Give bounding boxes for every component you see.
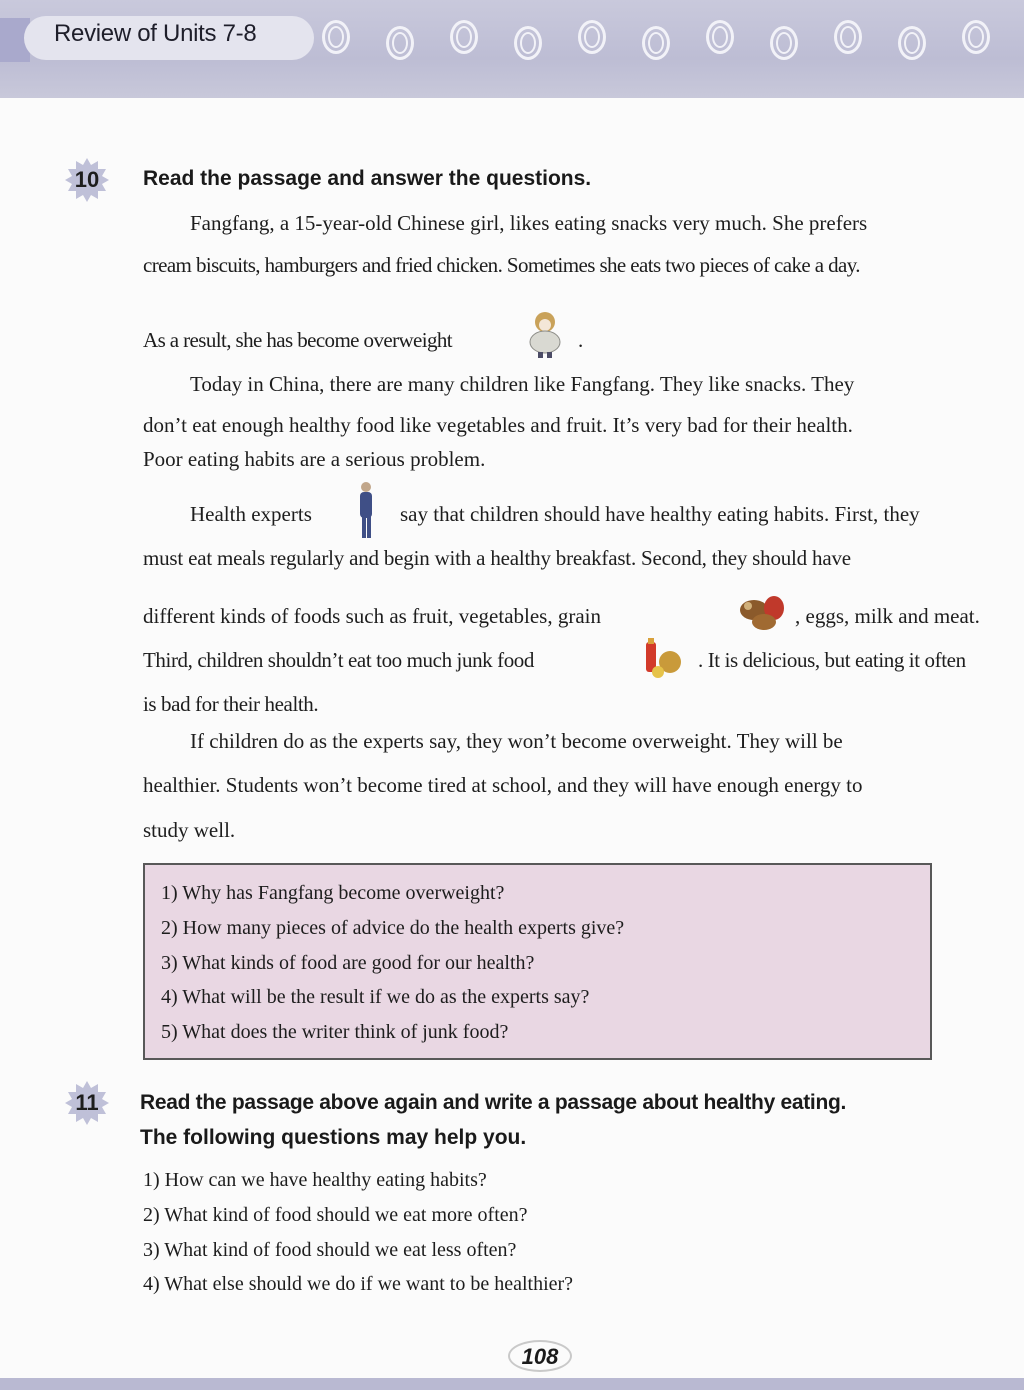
passage-line: healthier. Students won’t become tired at school, and they will have enough energy to (143, 773, 863, 797)
prompt-question: 4) What else should we do if we want to be healthier? (143, 1273, 574, 1295)
passage-line: say that children should have healthy eating habits. First, they (400, 502, 920, 526)
exercise-number: 10 (74, 167, 100, 192)
question-item: 5) What does the writer think of junk food? (161, 1021, 509, 1043)
question-item: 4) What will be the result if we do as the experts say? (161, 986, 590, 1008)
passage-line: If children do as the experts say, they won’t become overweight. They will be (190, 729, 843, 753)
page-number: 108 (508, 1340, 572, 1372)
prompt-question: 1) How can we have healthy eating habits? (143, 1169, 487, 1191)
exercise-11-title: Read the passage above again and write a passage about healthy eating. (140, 1091, 847, 1114)
passage-line: Third, children shouldn’t eat too much junk food (143, 648, 535, 672)
unit-title: Review of Units 7-8 (54, 20, 257, 47)
exercise-number: 11 (75, 1090, 99, 1115)
passage-line: is bad for their health. (143, 692, 319, 716)
question-item: 2) How many pieces of advice do the health experts give? (161, 917, 625, 939)
junk-food-icon (640, 638, 688, 685)
exercise-10-badge (64, 157, 110, 203)
footer-band (0, 1378, 1024, 1390)
passage-line: , eggs, milk and meat. (795, 604, 980, 628)
passage-line: As a result, she has become overweight (143, 328, 453, 352)
passage-line: Today in China, there are many children like Fangfang. They like snacks. They (190, 372, 855, 396)
passage-line: don’t eat enough healthy food like vegetables and fruit. It’s very bad for their health. (143, 413, 853, 437)
passage-line: . It is delicious, but eating it often (698, 648, 966, 672)
passage-line: must eat meals regularly and begin with a healthy breakfast. Second, they should have (143, 546, 851, 570)
question-item: 3) What kinds of food are good for our health? (161, 952, 535, 974)
questions-box (143, 863, 932, 1060)
passage-line: different kinds of foods such as fruit, vegetables, grain (143, 604, 601, 628)
passage-line: Poor eating habits are a serious problem. (143, 447, 486, 471)
exercise-11-subtitle: The following questions may help you. (140, 1126, 527, 1149)
passage-line: . (578, 328, 584, 352)
exercise-10-title: Read the passage and answer the questions. (143, 167, 592, 190)
decorative-rings (322, 18, 1024, 66)
prompt-question: 2) What kind of food should we eat more often? (143, 1204, 528, 1226)
passage-line: Fangfang, a 15-year-old Chinese girl, likes eating snacks very much. She prefers (190, 211, 868, 235)
grain-food-icon (736, 592, 792, 641)
passage-line: study well. (143, 818, 236, 842)
overweight-girl-icon (524, 310, 566, 365)
health-expert-icon (355, 480, 377, 545)
prompt-question: 3) What kind of food should we eat less often? (143, 1239, 517, 1261)
passage-line: Health experts (190, 502, 312, 526)
exercise-11-badge (64, 1080, 110, 1126)
passage-line: cream biscuits, hamburgers and fried chicken. Sometimes she eats two pieces of cake a day. (143, 253, 860, 277)
question-item: 1) Why has Fangfang become overweight? (161, 882, 505, 904)
